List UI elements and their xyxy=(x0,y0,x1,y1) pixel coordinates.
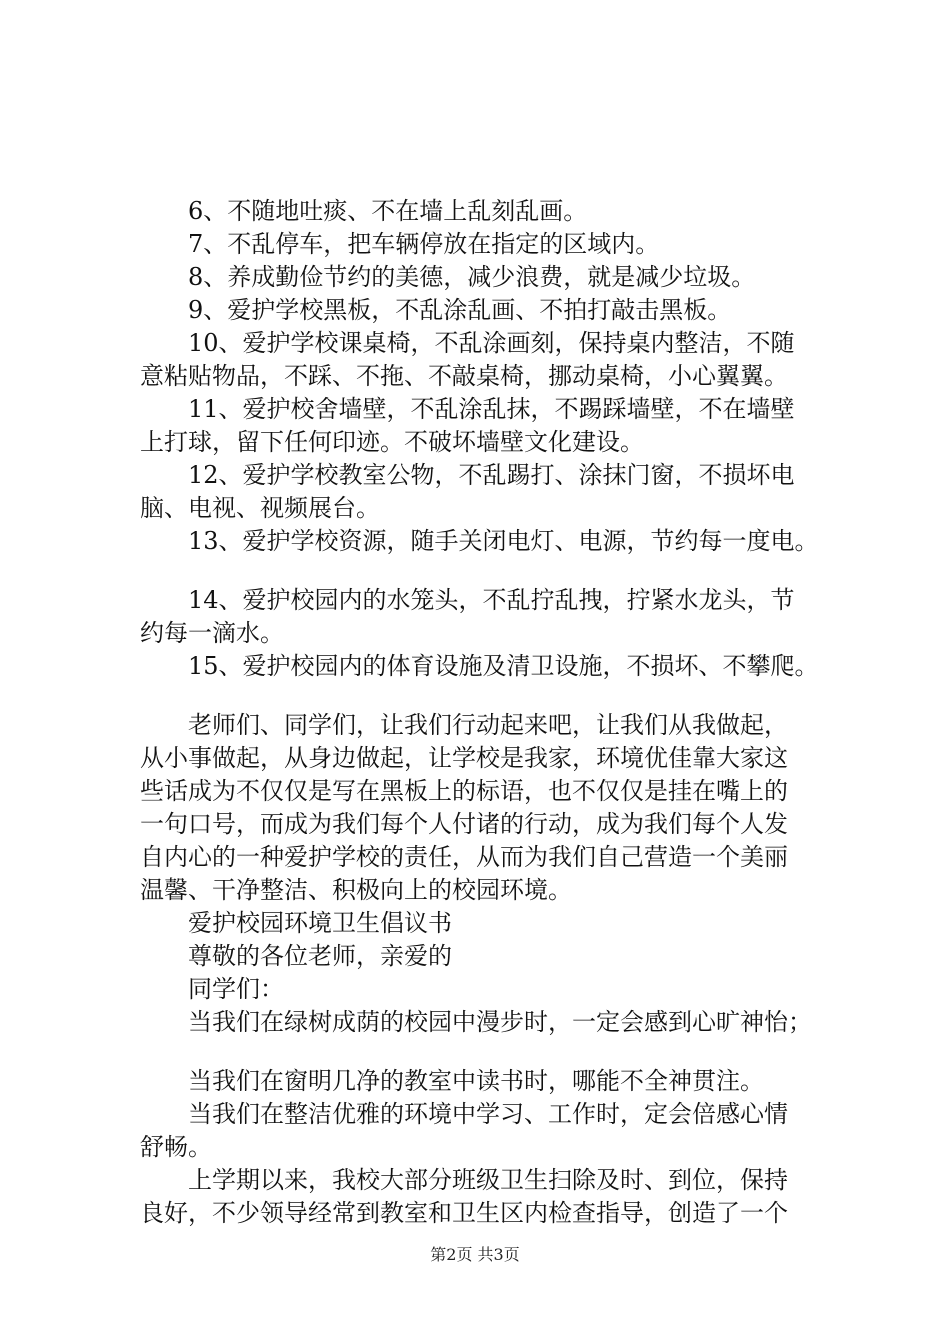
text-line: 当我们在整洁优雅的环境中学习、工作时，定会倍感心情 xyxy=(188,1100,788,1128)
text-line: 些话成为不仅仅是写在黑板上的标语，也不仅仅是挂在嘴上的 xyxy=(140,777,788,805)
page-number-footer: 第2页 共3页 xyxy=(430,1245,520,1264)
text-line: 上打球，留下任何印迹。不破坏墙壁文化建设。 xyxy=(140,428,644,456)
text-line: 温馨、干净整洁、积极向上的校园环境。 xyxy=(140,876,572,904)
text-line: 7、不乱停车，把车辆停放在指定的区域内。 xyxy=(188,230,660,258)
text-line: 9、爱护学校黑板，不乱涂乱画、不拍打敲击黑板。 xyxy=(188,296,732,324)
salutation-line: 尊敬的各位老师，亲爱的 xyxy=(188,942,452,970)
text-line: 当我们在绿树成荫的校园中漫步时，一定会感到心旷神怡； xyxy=(188,1008,812,1036)
text-line: 约每一滴水。 xyxy=(140,619,284,647)
text-line: 13、爱护学校资源，随手关闭电灯、电源，节约每一度电。 xyxy=(188,527,819,555)
text-line: 上学期以来，我校大部分班级卫生扫除及时、到位，保持 xyxy=(188,1166,788,1194)
text-line: 14、爱护校园内的水笼头，不乱拧乱拽，拧紧水龙头，节 xyxy=(188,586,795,614)
text-line: 从小事做起，从身边做起，让学校是我家，环境优佳靠大家这 xyxy=(140,744,788,772)
text-line: 一句口号，而成为我们每个人付诸的行动，成为我们每个人发 xyxy=(140,810,788,838)
text-line: 11、爱护校舍墙壁，不乱涂乱抹，不踢踩墙壁，不在墙壁 xyxy=(188,395,795,423)
document-title: 爱护校园环境卫生倡议书 xyxy=(188,909,452,937)
text-line: 良好，不少领导经常到教室和卫生区内检查指导，创造了一个 xyxy=(140,1199,788,1227)
paragraph-gap xyxy=(140,558,860,584)
text-line: 10、爱护学校课桌椅，不乱涂画刻，保持桌内整洁，不随 xyxy=(188,329,795,357)
text-line: 自内心的一种爱护学校的责任，从而为我们自己营造一个美丽 xyxy=(140,843,788,871)
document-body xyxy=(140,195,860,1230)
salutation-line: 同学们： xyxy=(188,975,284,1003)
paragraph-gap xyxy=(140,1039,860,1065)
text-line: 当我们在窗明几净的教室中读书时，哪能不全神贯注。 xyxy=(188,1067,764,1095)
paragraph-gap xyxy=(140,683,860,709)
text-line: 脑、电视、视频展台。 xyxy=(140,494,380,522)
text-line: 舒畅。 xyxy=(140,1133,212,1161)
text-line: 12、爱护学校教室公物，不乱踢打、涂抹门窗，不损坏电 xyxy=(188,461,795,489)
text-line: 8、养成勤俭节约的美德，减少浪费，就是减少垃圾。 xyxy=(188,263,756,291)
text-line: 意粘贴物品，不踩、不拖、不敲桌椅，挪动桌椅，小心翼翼。 xyxy=(140,362,788,390)
text-line: 老师们、同学们，让我们行动起来吧，让我们从我做起， xyxy=(188,711,788,739)
text-line: 6、不随地吐痰、不在墙上乱刻乱画。 xyxy=(188,197,588,225)
text-line: 15、爱护校园内的体育设施及清卫设施，不损坏、不攀爬。 xyxy=(188,652,819,680)
